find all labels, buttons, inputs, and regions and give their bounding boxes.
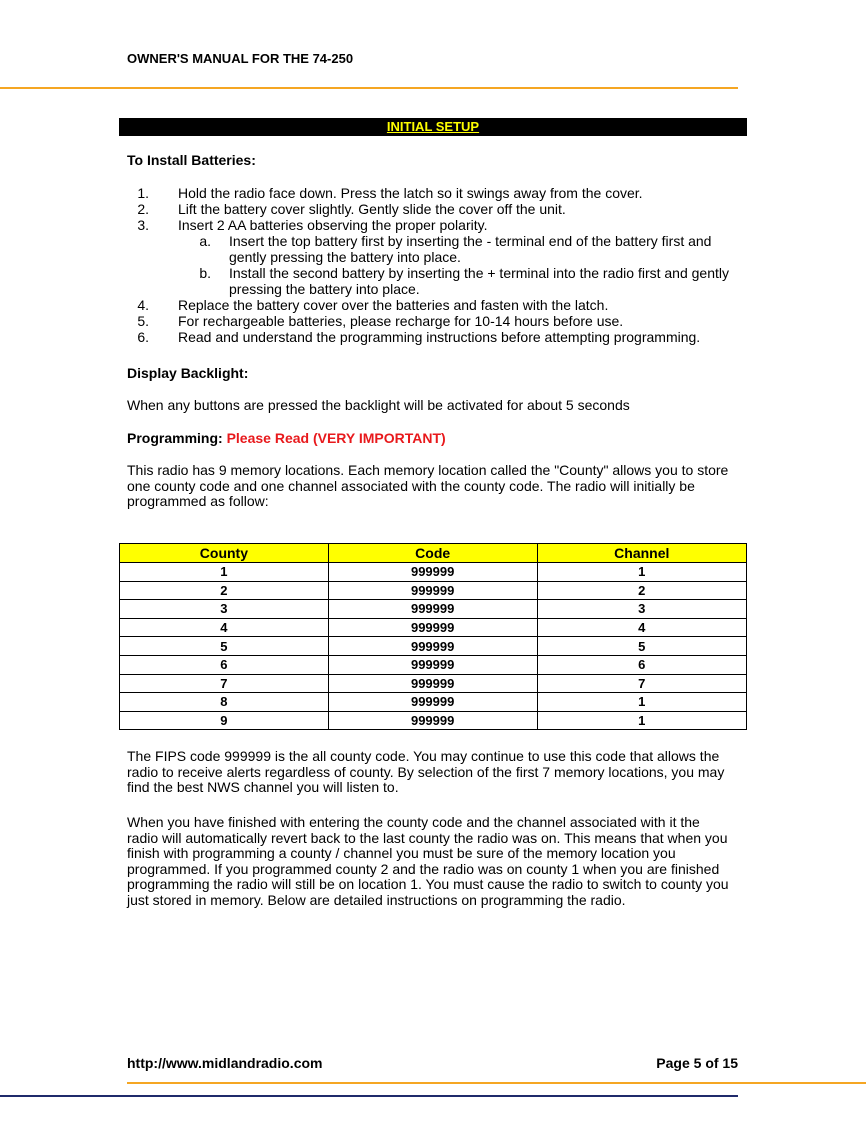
cell: 2 <box>537 581 746 600</box>
substep-text: Install the second battery by inserting the + terminal into the radio first and gently <box>229 265 730 281</box>
table-row <box>120 637 747 656</box>
list-item <box>127 265 747 297</box>
paragraph-line: When you have finished with entering the county code and the channel associated with it the <box>127 814 700 830</box>
cell: 999999 <box>328 637 537 656</box>
cell: 999999 <box>328 711 537 730</box>
footer-rule-orange <box>127 1082 866 1084</box>
paragraph-line: just stored in memory. Below are detailed instructions on programming the radio. <box>127 891 626 908</box>
column-header-code: Code <box>328 544 537 563</box>
cell: 999999 <box>328 618 537 637</box>
cell: 999999 <box>328 581 537 600</box>
cell: 1 <box>537 711 746 730</box>
fips-paragraph <box>127 749 724 796</box>
cell: 1 <box>537 693 746 712</box>
cell: 6 <box>537 655 746 674</box>
list-item <box>127 185 747 201</box>
table-row <box>120 563 747 582</box>
step-number: 5. <box>137 313 149 329</box>
manual-title: OWNER'S MANUAL FOR THE 74-250 <box>127 51 354 66</box>
paragraph-line: radio will automatically revert back to the last county the radio was on. This means that when you <box>127 829 728 846</box>
paragraph-line: programmed. If you programmed county 2 and the radio was on county 1 when you are finished <box>127 860 720 877</box>
step-text: Lift the battery cover slightly. Gently slide the cover off the unit. <box>178 201 566 217</box>
substep-text-cont: gently pressing the battery into place. <box>229 249 461 265</box>
battery-steps-list <box>127 185 747 345</box>
list-item <box>127 217 747 233</box>
table-header-row <box>120 544 747 563</box>
footer-url: http://www.midlandradio.com <box>127 1055 323 1071</box>
cell: 1 <box>120 563 329 582</box>
column-header-county: County <box>120 544 329 563</box>
revert-paragraph <box>127 815 729 908</box>
paragraph-line: one county code and one channel associated with the county code. The radio will initially be <box>127 477 695 494</box>
cell: 7 <box>120 674 329 693</box>
table-row <box>120 581 747 600</box>
page-number: Page 5 of 15 <box>656 1055 738 1071</box>
table-row <box>120 674 747 693</box>
table-row <box>120 655 747 674</box>
step-text: Read and understand the programming instructions before attempting programming. <box>178 329 701 345</box>
table-row <box>120 600 747 619</box>
step-number: 2. <box>137 201 149 217</box>
substep-letter: a. <box>199 233 211 249</box>
cell: 3 <box>537 600 746 619</box>
programming-heading: Programming: <box>127 430 223 446</box>
step-number: 4. <box>137 297 149 313</box>
cell: 999999 <box>328 563 537 582</box>
programming-heading-line <box>127 430 446 446</box>
paragraph-line: finish with programming a county / channel you must be sure of the memory location you <box>127 845 676 861</box>
substep-text-cont: pressing the battery into place. <box>229 281 420 297</box>
county-table <box>119 543 747 730</box>
programming-warning: Please Read (VERY IMPORTANT) <box>226 430 446 446</box>
cell: 2 <box>120 581 329 600</box>
section-title: INITIAL SETUP <box>386 119 480 134</box>
step-text: Hold the radio face down. Press the latch so it swings away from the cover. <box>178 185 643 201</box>
paragraph-line: programmed as follow: <box>127 493 269 509</box>
cell: 999999 <box>328 693 537 712</box>
cell: 4 <box>120 618 329 637</box>
cell: 6 <box>120 655 329 674</box>
paragraph-line: programming the radio will still be on location 1. You must cause the radio to switch to county you <box>127 876 729 892</box>
cell: 5 <box>537 637 746 656</box>
table-row <box>120 618 747 637</box>
backlight-heading: Display Backlight: <box>127 365 249 381</box>
header-rule-orange <box>0 87 738 89</box>
cell: 5 <box>120 637 329 656</box>
list-item <box>127 297 747 313</box>
list-item <box>127 313 747 329</box>
table-row <box>120 693 747 712</box>
paragraph-line: The FIPS code 999999 is the all county code. You may continue to use this code that allows the <box>127 748 720 764</box>
column-header-channel: Channel <box>537 544 746 563</box>
step-number: 1. <box>137 185 149 201</box>
paragraph-line: find the best NWS channel you will listen to. <box>127 779 399 795</box>
cell: 4 <box>537 618 746 637</box>
cell: 3 <box>120 600 329 619</box>
cell: 999999 <box>328 655 537 674</box>
list-item <box>127 201 747 217</box>
list-item <box>127 233 747 265</box>
list-item <box>127 329 747 345</box>
step-number: 6. <box>137 329 149 345</box>
cell: 8 <box>120 693 329 712</box>
programming-intro <box>127 463 728 510</box>
paragraph-line: This radio has 9 memory locations. Each memory location called the "County" allows you to store <box>127 462 729 478</box>
substep-text: Insert the top battery first by inserting the - terminal end of the battery first and <box>229 233 712 249</box>
backlight-text: When any buttons are pressed the backlight will be activated for about 5 seconds <box>127 397 630 413</box>
cell: 999999 <box>328 600 537 619</box>
paragraph-line: radio to receive alerts regardless of county. By selection of the first 7 memory locations, you may <box>127 763 725 780</box>
footer-rule-navy <box>0 1095 738 1097</box>
batteries-heading: To Install Batteries: <box>127 152 256 168</box>
step-number: 3. <box>137 217 149 233</box>
substep-letter: b. <box>199 265 211 281</box>
section-title-bar <box>119 118 747 136</box>
cell: 999999 <box>328 674 537 693</box>
table-row <box>120 711 747 730</box>
cell: 1 <box>537 563 746 582</box>
cell: 7 <box>537 674 746 693</box>
step-text: Insert 2 AA batteries observing the proper polarity. <box>178 217 488 233</box>
cell: 9 <box>120 711 329 730</box>
step-text: For rechargeable batteries, please recharge for 10-14 hours before use. <box>178 313 624 329</box>
step-text: Replace the battery cover over the batteries and fasten with the latch. <box>178 297 609 313</box>
